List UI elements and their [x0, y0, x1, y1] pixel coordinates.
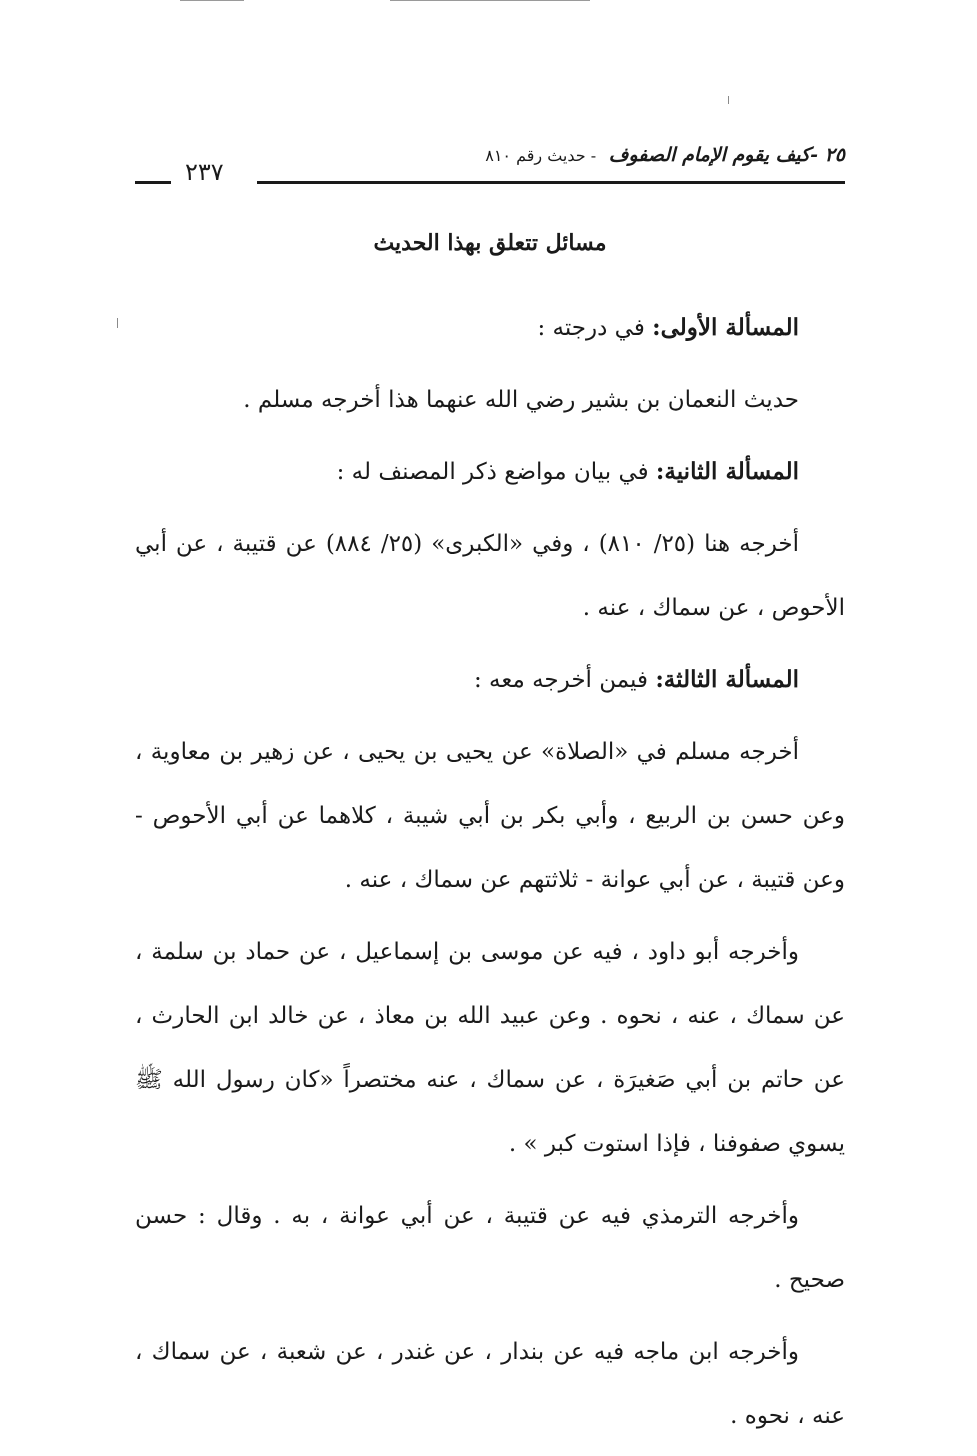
book-page: [135, 140, 845, 1456]
issue-label: المسألة الثانية:: [655, 458, 799, 485]
issue-label: المسألة الأولى:: [652, 314, 799, 341]
section-heading: مسائل تتعلق بهذا الحديث: [373, 230, 607, 256]
issue-paragraph: حديث النعمان بن بشير رضي الله عنهما هذا أخرجه مسلم .: [243, 387, 799, 413]
stray-mark: [728, 96, 729, 104]
page-number: ٢٣٧: [185, 158, 224, 186]
issue-paragraph: وأخرجه أبو داود ، فيه عن موسى بن إسماعيل ، عن حماد بن سلمة ، عن سماك ، عنه ، نحوه . وعن عبيد الله بن معاذ ، عن خالد ابن الحارث ، عن حاتم بن أبي صَغيرَة ، عن سماك ، عنه مختصراً «كان رسول الله ﷺ يسوي صفوفنا ، فإذا استوت كبر » .: [135, 939, 845, 1157]
stray-mark: [117, 318, 118, 328]
issue-label: المسألة الثالثة:: [655, 666, 799, 693]
issue-topic: في بيان مواضع ذكر المصنف له :: [336, 459, 649, 485]
issue-topic: فيمن أخرجه معه :: [473, 667, 648, 693]
chapter-title: [485, 144, 845, 166]
issue-heading: [135, 296, 845, 360]
issue-paragraph: وأخرجه ابن ماجه فيه عن بندار ، عن غندر ، عن شعبة ، عن سماك ، عنه ، نحوه .: [135, 1339, 845, 1429]
running-header: [135, 140, 845, 188]
issue-paragraph: أخرجه هنا (٢٥/ ٨١٠) ، وفي «الكبرى» (٢٥/ ٨٨٤) عن قتيبة ، عن أبي الأحوص ، عن سماك ، عنه .: [135, 531, 845, 621]
issue-paragraph: وأخرجه الترمذي فيه عن قتيبة ، عن أبي عوانة ، به . وقال : حسن صحيح .: [135, 1203, 845, 1293]
issue-topic: في درجته :: [537, 315, 645, 341]
hadith-reference: - حديث رقم ٨١٠: [485, 146, 597, 165]
chapter-title-text: ٢٥ -كيف يقوم الإمام الصفوف: [608, 144, 845, 166]
scan-edge-mark-left: [180, 0, 244, 1]
scan-edge-mark-right: [390, 0, 590, 1]
page-number-dash: [135, 181, 171, 184]
header-rule: [257, 181, 845, 184]
issue-paragraph: أخرجه مسلم في «الصلاة» عن يحيى بن يحيى ، عن زهير بن معاوية ، وعن حسن بن الربيع ، وأبي بكر بن أبي شيبة ، كلاهما عن أبي الأحوص - وعن قتيبة ، عن أبي عوانة - ثلاثتهم عن سماك ، عنه .: [135, 739, 845, 893]
issue-heading: [135, 440, 845, 504]
issue-heading: [135, 648, 845, 712]
